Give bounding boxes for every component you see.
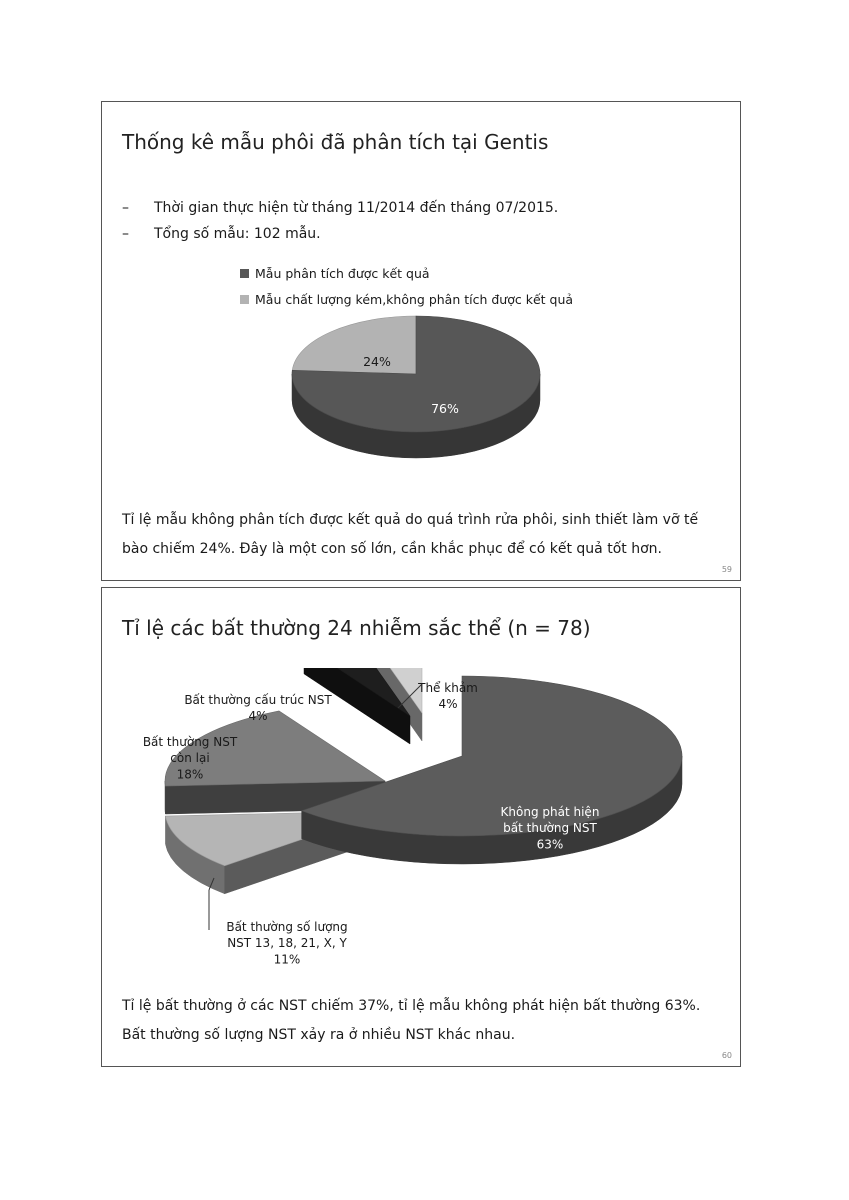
data-label-numeric-abnormality: Bất thường số lượng NST 13, 18, 21, X, Y 11% — [226, 920, 348, 967]
legend-label: Mẫu phân tích được kết quả — [255, 265, 430, 281]
bullet-item — [122, 200, 558, 216]
pie-chart-samples — [102, 312, 738, 492]
slide-footer-text: Tỉ lệ bất thường ở các NST chiếm 37%, tỉ lệ mẫu không phát hiện bất thường 63%. Bất thường số lượng NST xảy ra ở nhiều NST khác nhau. — [122, 998, 701, 1043]
bullet-dash: – — [122, 200, 129, 216]
data-label-poor-quality: 24% — [363, 354, 391, 369]
data-label-other-abnormality: Bất thường NST còn lại 18% — [142, 735, 238, 782]
slide-title: Tỉ lệ các bất thường 24 nhiễm sắc thể (n = 78) — [122, 616, 591, 640]
legend-swatch — [240, 295, 249, 304]
data-label-structural-abnormality: Bất thường cấu trúc NST 4% — [184, 693, 332, 724]
data-label-mosaic: Thể khảm 4% — [418, 681, 478, 712]
data-label-analyzed: 76% — [431, 401, 459, 416]
page-number: 60 — [721, 1051, 732, 1060]
bullet-dash: – — [122, 226, 129, 242]
page-number: 59 — [721, 565, 732, 574]
legend-swatch — [240, 269, 249, 278]
legend-entry — [240, 260, 573, 286]
data-label-no-abnormality: Không phát hiện bất thường NST 63% — [500, 805, 600, 852]
bullet-text: Tổng số mẫu: 102 mẫu. — [154, 226, 321, 242]
bullet-item — [122, 226, 321, 242]
bullet-text: Thời gian thực hiện từ tháng 11/2014 đến tháng 07/2015. — [154, 200, 559, 216]
slide-footer-text: Tỉ lệ mẫu không phân tích được kết quả do quá trình rửa phôi, sinh thiết làm vỡ tế bào chiếm 24%. Đây là một con số lớn, cần khắc phục để có kết quả tốt hơn. — [122, 512, 699, 557]
slide-title: Thống kê mẫu phôi đã phân tích tại Gentis — [122, 130, 549, 154]
pie-chart-abnormalities — [102, 668, 738, 988]
legend-label: Mẫu chất lượng kém,không phân tích được kết quả — [255, 291, 574, 307]
slide-60 — [101, 587, 741, 1067]
chart-legend — [240, 260, 573, 312]
legend-entry — [240, 286, 573, 312]
slide-59 — [101, 101, 741, 581]
